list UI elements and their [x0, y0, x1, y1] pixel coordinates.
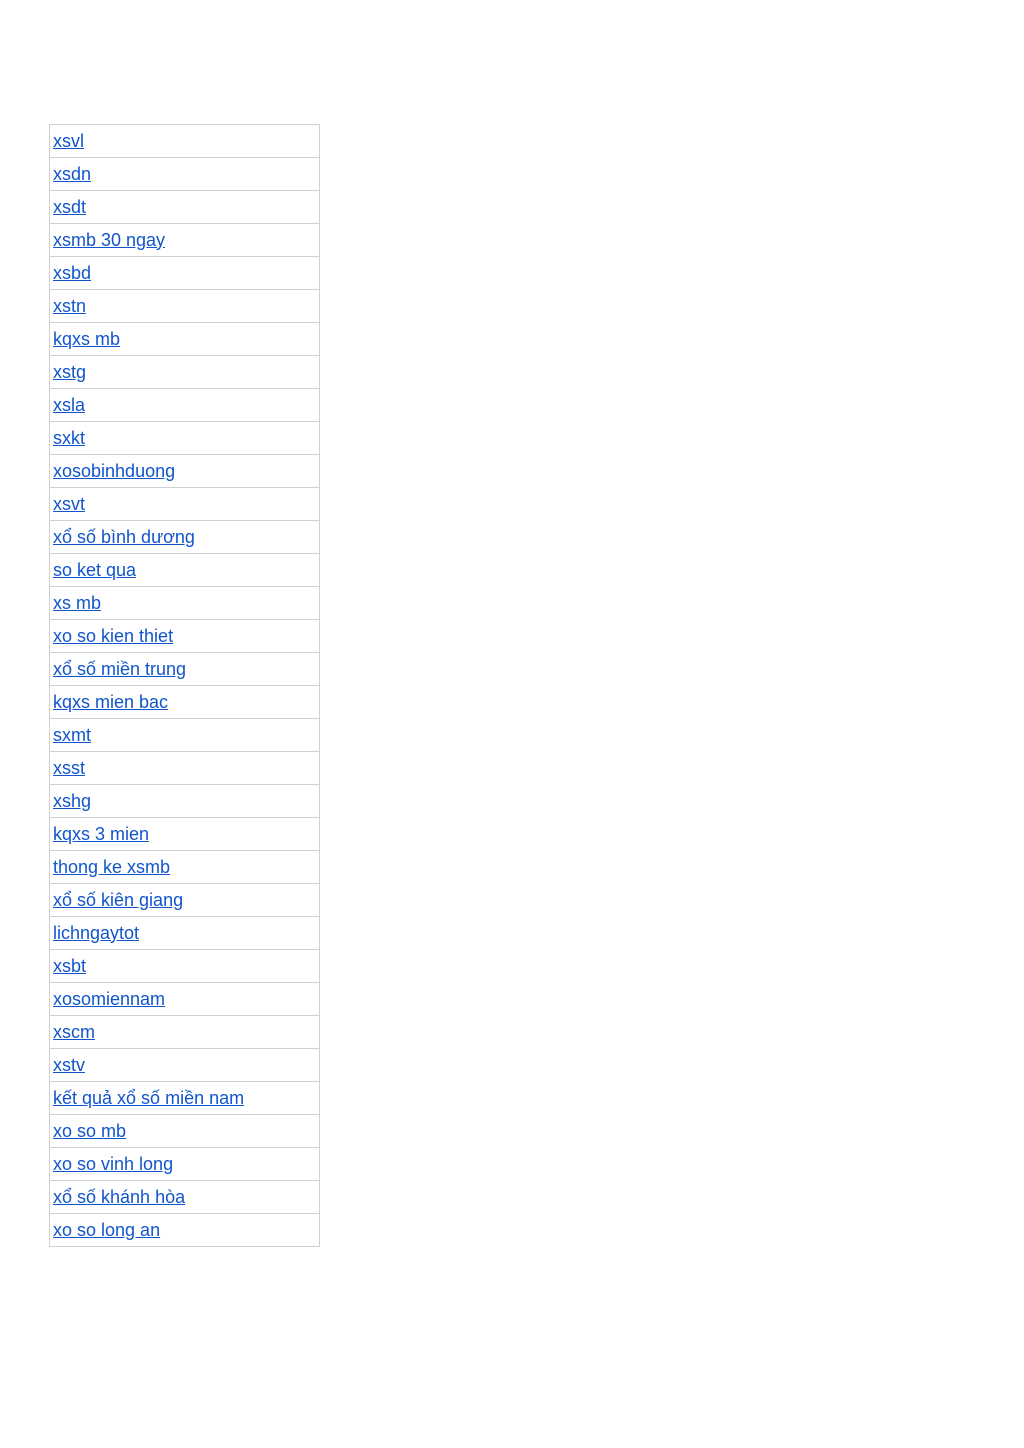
table-row	[50, 653, 320, 686]
link-item[interactable]: kqxs 3 mien	[53, 823, 150, 844]
link-item[interactable]: xsvl	[53, 130, 84, 151]
table-cell	[50, 851, 320, 884]
table-row	[50, 917, 320, 950]
table-row	[50, 818, 320, 851]
link-item[interactable]: so ket qua	[53, 559, 137, 580]
link-item[interactable]: kqxs mien bac	[53, 691, 169, 712]
table-row	[50, 554, 320, 587]
link-item[interactable]: xosobinhduong	[53, 460, 176, 481]
table-row	[50, 356, 320, 389]
table-row	[50, 620, 320, 653]
table-row	[50, 1115, 320, 1148]
table-cell	[50, 356, 320, 389]
link-item[interactable]: xscm	[53, 1021, 95, 1042]
table-cell	[50, 1082, 320, 1115]
table-cell	[50, 290, 320, 323]
table-row	[50, 422, 320, 455]
link-item[interactable]: xo so vinh long	[53, 1153, 174, 1174]
table-cell	[50, 752, 320, 785]
table-cell	[50, 719, 320, 752]
table-cell	[50, 521, 320, 554]
table-row	[50, 389, 320, 422]
link-item[interactable]: xổ số miền trung	[53, 658, 187, 679]
table-cell	[50, 917, 320, 950]
link-item[interactable]: xsbd	[53, 262, 92, 283]
link-item[interactable]: xsdn	[53, 163, 92, 184]
link-item[interactable]: lichngaytot	[53, 922, 140, 943]
links-table-body	[50, 125, 320, 1247]
table-cell	[50, 884, 320, 917]
table-row	[50, 587, 320, 620]
table-cell	[50, 686, 320, 719]
table-row	[50, 851, 320, 884]
link-item[interactable]: thong ke xsmb	[53, 856, 171, 877]
table-cell	[50, 653, 320, 686]
link-item[interactable]: xosomiennam	[53, 988, 166, 1009]
link-item[interactable]: xsla	[53, 394, 86, 415]
table-row	[50, 1148, 320, 1181]
table-row	[50, 290, 320, 323]
table-row	[50, 125, 320, 158]
link-item[interactable]: xổ số kiên giang	[53, 889, 184, 910]
table-row	[50, 224, 320, 257]
table-row	[50, 1181, 320, 1214]
link-item[interactable]: kết quả xổ số miền nam	[53, 1087, 245, 1108]
table-row	[50, 455, 320, 488]
table-cell	[50, 1148, 320, 1181]
table-row	[50, 983, 320, 1016]
table-cell	[50, 125, 320, 158]
table-cell	[50, 224, 320, 257]
table-cell	[50, 620, 320, 653]
link-item[interactable]: xstv	[53, 1054, 86, 1075]
table-cell	[50, 1115, 320, 1148]
table-row	[50, 521, 320, 554]
link-item[interactable]: xsdt	[53, 196, 87, 217]
link-item[interactable]: sxkt	[53, 427, 86, 448]
table-row	[50, 323, 320, 356]
link-item[interactable]: xsst	[53, 757, 86, 778]
links-table	[49, 124, 320, 1247]
table-row	[50, 488, 320, 521]
link-item[interactable]: xshg	[53, 790, 92, 811]
table-cell	[50, 1049, 320, 1082]
table-row	[50, 257, 320, 290]
link-item[interactable]: kqxs mb	[53, 328, 121, 349]
table-cell	[50, 422, 320, 455]
table-cell	[50, 323, 320, 356]
table-cell	[50, 158, 320, 191]
link-item[interactable]: sxmt	[53, 724, 91, 745]
link-item[interactable]: xo so kien thiet	[53, 625, 174, 646]
link-item[interactable]: xsbt	[53, 955, 87, 976]
link-item[interactable]: xstg	[53, 361, 87, 382]
table-cell	[50, 1181, 320, 1214]
table-row	[50, 950, 320, 983]
table-row	[50, 1214, 320, 1247]
table-row	[50, 1016, 320, 1049]
table-cell	[50, 554, 320, 587]
link-item[interactable]: xổ số khánh hòa	[53, 1186, 186, 1207]
table-cell	[50, 488, 320, 521]
table-cell	[50, 389, 320, 422]
link-item[interactable]: xstn	[53, 295, 87, 316]
table-row	[50, 785, 320, 818]
table-cell	[50, 257, 320, 290]
link-item[interactable]: xổ số bình dương	[53, 526, 195, 547]
table-row	[50, 1049, 320, 1082]
table-cell	[50, 950, 320, 983]
link-item[interactable]: xo so mb	[53, 1120, 127, 1141]
table-row	[50, 191, 320, 224]
table-row	[50, 1082, 320, 1115]
link-item[interactable]: xo so long an	[53, 1219, 161, 1240]
table-cell	[50, 785, 320, 818]
table-row	[50, 686, 320, 719]
link-item[interactable]: xsvt	[53, 493, 86, 514]
table-cell	[50, 818, 320, 851]
table-cell	[50, 455, 320, 488]
link-item[interactable]: xs mb	[53, 592, 102, 613]
table-cell	[50, 1016, 320, 1049]
table-row	[50, 158, 320, 191]
table-row	[50, 752, 320, 785]
table-cell	[50, 587, 320, 620]
table-cell	[50, 983, 320, 1016]
table-cell	[50, 1214, 320, 1247]
table-row	[50, 719, 320, 752]
table-row	[50, 884, 320, 917]
table-cell	[50, 191, 320, 224]
link-item[interactable]: xsmb 30 ngay	[53, 229, 166, 250]
